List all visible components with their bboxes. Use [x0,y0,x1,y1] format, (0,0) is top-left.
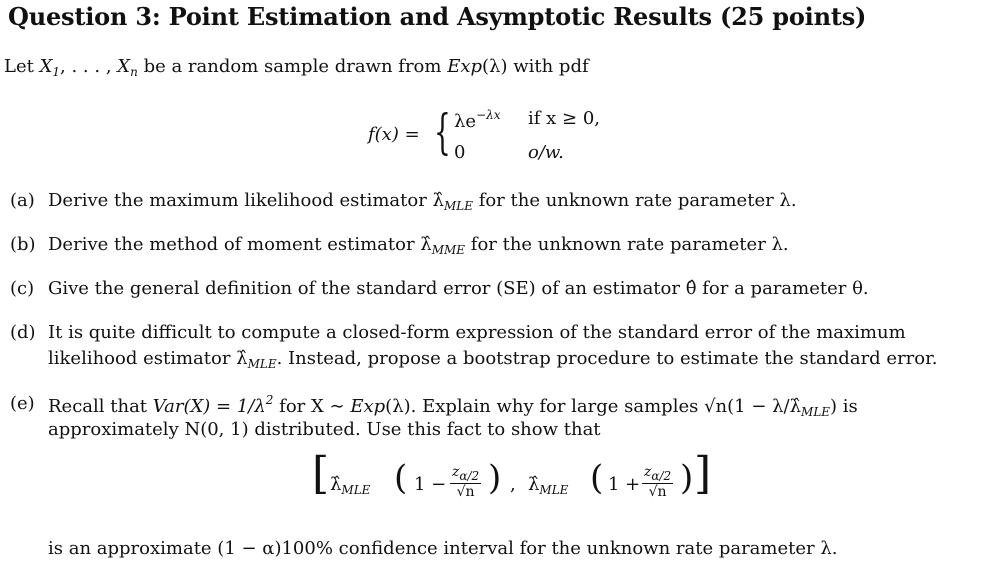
question-title: Question 3: Point Estimation and Asymptotic Results (25 points) [8,2,867,31]
ci-right-paren-2: ) [680,458,694,498]
ci-close-bracket: ] [694,448,712,499]
intro-dist-arg: (λ) [482,56,508,77]
ci-lambda-1: $\lambdâ_{MLE}$ [330,474,371,497]
pdf-case2-condition: o/w. [528,142,564,163]
intro-sentence [4,56,589,79]
intro-text-4: with pdf [513,56,589,77]
pdf-lhs: f(x) = [368,124,420,145]
intro-text-1: Let [4,56,34,77]
ci-right-paren-1: ) [488,458,502,498]
part-e-line2: approximately N(0, 1) distributed. Use this fact to show that [48,419,601,440]
ci-comma: , [510,474,516,495]
ci-open-bracket: [ [312,448,330,499]
ci-left-paren-1: ( [394,458,408,498]
closing-sentence: is an approximate (1 − α)100% confidence interval for the unknown rate parameter λ. [48,538,838,559]
pdf-case2-value: 0 [454,142,466,163]
part-b-text: Derive the method of moment estimator $\lambdâ_{MME}$ for the unknown rate parameter λ. [48,234,789,257]
ci-one-plus: 1 + [608,474,641,495]
part-c-label: (c) [10,278,35,299]
intro-ellipsis: , . . . , [60,56,112,77]
intro-x1: X [39,56,53,77]
part-e-label: (e) [10,393,35,414]
pdf-case1-condition: if x ≥ 0, [528,108,600,129]
part-a-text: Derive the maximum likelihood estimator $\lambdâ_{MLE}$ for the unknown rate parameter λ. [48,190,797,213]
ci-fraction-1: $\frac{z\alpha/2}{√n}$ [452,464,480,500]
ci-fraction-2: $\frac{z\alpha/2}{√n}$ [644,464,672,500]
intro-dist: Exp [447,56,483,77]
ci-one-minus: 1 − [414,474,447,495]
part-c-text: Give the general definition of the standard error (SE) of an estimator θ̂ for a parameter θ. [48,278,869,299]
part-d-label: (d) [10,322,36,343]
part-a-label: (a) [10,190,35,211]
pdf-brace: { [434,104,451,160]
part-d-line1: It is quite difficult to compute a closed-form expression of the standard error of the maximum [48,322,906,343]
intro-xn: X [117,56,131,77]
part-e-line1: Recall that $Var(X) = 1/\lambda^2$ for X ∼ Exp(λ). Explain why for large samples $√n(1 - \lambda/\lambdâ_{MLE})$ is [48,393,858,419]
pdf-case1-value: $\lambda e^{-\lambda x}$ [454,108,501,132]
intro-x1-sub: 1 [52,65,61,79]
ci-lambda-2: $\lambdâ_{MLE}$ [528,474,569,497]
intro-xn-sub: n [130,65,138,79]
intro-text-3: be a random sample drawn from [143,56,442,77]
part-d-line2: likelihood estimator $\lambdâ_{MLE}$. Instead, propose a bootstrap procedure to estimate the standard error. [48,348,938,371]
ci-left-paren-2: ( [590,458,604,498]
part-b-label: (b) [10,234,36,255]
